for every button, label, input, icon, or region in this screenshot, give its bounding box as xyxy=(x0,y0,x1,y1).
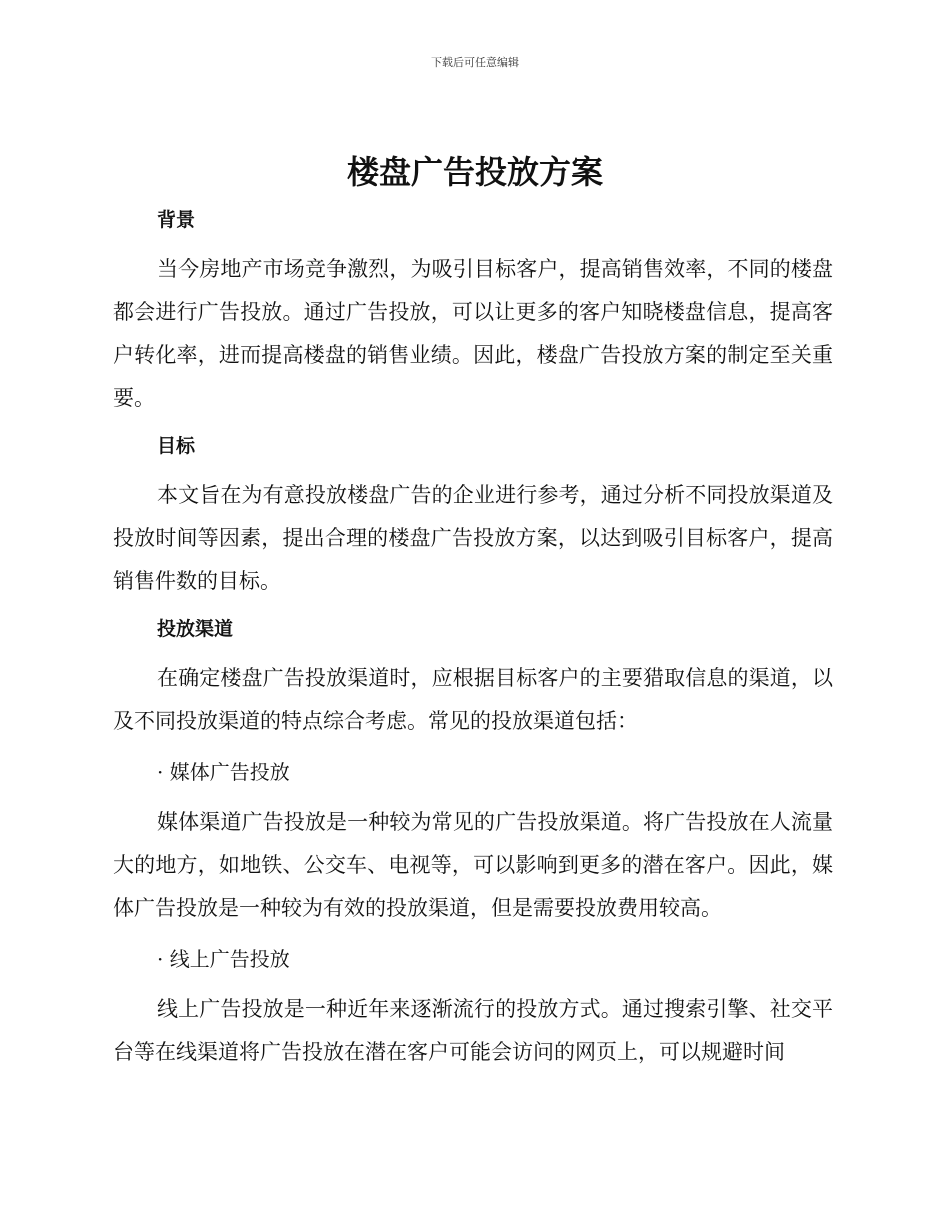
paragraph-background: 当今房地产市场竞争激烈，为吸引目标客户，提高销售效率，不同的楼盘都会进行广告投放。通过广告投放，可以让更多的客户知晓楼盘信息，提高客户转化率，进而提高楼盘的销售业绩。因此，楼盘广告投放方案的制定至关重要。 xyxy=(113,257,833,410)
paragraph-goal: 本文旨在为有意投放楼盘广告的企业进行参考，通过分析不同投放渠道及投放时间等因素，提出合理的楼盘广告投放方案，以达到吸引目标客户，提高销售件数的目标。 xyxy=(113,483,833,593)
section-heading-channels: 投放渠道 xyxy=(157,618,234,640)
page-header: 下载后可任意编辑 xyxy=(431,56,519,69)
section-heading-goal: 目标 xyxy=(157,435,196,457)
paragraph-channels: 在确定楼盘广告投放渠道时，应根据目标客户的主要猎取信息的渠道，以及不同投放渠道的特点综合考虑。常见的投放渠道包括： xyxy=(113,666,833,733)
paragraph-media-ads: 媒体渠道广告投放是一种较为常见的广告投放渠道。将广告投放在人流量大的地方，如地铁、公交车、电视等，可以影响到更多的潜在客户。因此，媒体广告投放是一种较为有效的投放渠道，但是需要投放费用较高。 xyxy=(113,810,833,920)
section-heading-background: 背景 xyxy=(157,209,196,231)
bullet-online-ads: · 线上广告投放 xyxy=(157,947,290,971)
document-body xyxy=(113,198,833,1086)
document-title: 楼盘广告投放方案 xyxy=(346,153,603,191)
bullet-media-ads: · 媒体广告投放 xyxy=(157,760,290,784)
paragraph-online-ads: 线上广告投放是一种近年来逐渐流行的投放方式。通过搜索引擎、社交平台等在线渠道将广告投放在潜在客户可能会访问的网页上，可以规避时间 xyxy=(113,997,833,1064)
